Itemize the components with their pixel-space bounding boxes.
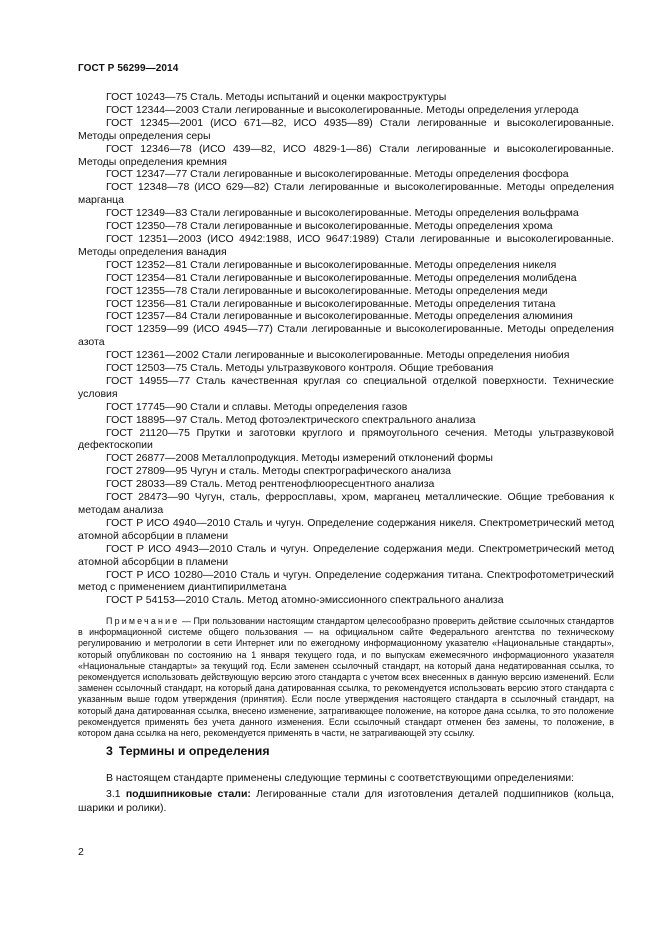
term-definition-text: Легированные стали для изготовления деталей подшипников (кольца, шарики и ролики).: [78, 788, 615, 814]
document-header: ГОСТ Р 56299—2014: [78, 63, 179, 74]
reference-item: ГОСТ Р 54153—2010 Сталь. Метод атомно-эмиссионного спектрального анализа: [106, 594, 504, 607]
reference-item: ГОСТ 28473—90 Чугун, сталь, ферросплавы, хром, марганец металлические. Общие требования к методам анализа: [78, 491, 614, 516]
reference-item: ГОСТ 17745—90 Стали и сплавы. Методы определения газов: [106, 400, 408, 413]
term-definition: [78, 788, 614, 815]
reference-item: ГОСТ 10243—75 Сталь. Методы испытаний и оценки макроструктуры: [106, 91, 447, 103]
reference-item: ГОСТ 21120—75 Прутки и заготовки круглого и прямоугольного сечения. Методы ультразвуковой дефектоскопии: [78, 426, 614, 452]
reference-item: ГОСТ Р ИСО 4943—2010 Сталь и чугун. Определение содержания меди. Спектрометрический метод атомной абсорбции в пламени: [78, 542, 614, 568]
page-number: 2: [78, 846, 84, 858]
section-body: [78, 772, 614, 815]
section-title-text: Термины и определения: [118, 744, 270, 758]
reference-item: ГОСТ 18895—97 Сталь. Метод фотоэлектрического спектрального анализа: [106, 413, 476, 426]
reference-item: ГОСТ 12344—2003 Стали легированные и высоколегированные. Методы определения углерода: [106, 103, 579, 116]
reference-item: ГОСТ 12357—84 Стали легированные и высоколегированные. Методы определения алюминия: [106, 310, 573, 323]
reference-item: ГОСТ 14955—77 Сталь качественная круглая со специальной отделкой поверхности. Технические условия: [78, 374, 614, 400]
reference-item: ГОСТ 12352—81 Стали легированные и высоколегированные. Методы определения никеля: [106, 258, 557, 271]
reference-item: ГОСТ 12354—81 Стали легированные и высоколегированные. Методы определения молибдена: [106, 271, 577, 284]
reference-item: ГОСТ 28033—89 Сталь. Метод рентгенофлюоресцентного анализа: [106, 478, 435, 491]
reference-item: ГОСТ 12349—83 Стали легированные и высоколегированные. Методы определения вольфрама: [106, 207, 579, 220]
reference-item: ГОСТ 27809—95 Чугун и сталь. Методы спектрографического анализа: [106, 465, 451, 478]
note-text: — При пользовании настоящим стандартом целесообразно проверить действие ссылочных стандартов в информационной системе общего пользования — на официальном сайте Федерального агентства по техническому регулированию и метрологии в сети Интернет или по ежегодному информационному указателю «Национальные стандарты», который опубликован по состоянию на 1 января текущего года, и по выпускам ежемесячного информационного указателя «Национальные стандарты» за текущий год. Если заменен ссылочный стандарт, на который дана недатированная ссылка, то рекомендуется использовать действующую версию этого стандарта с учетом всех внесенных в данную версию изменений. Если заменен ссылочный стандарт, на который дана датированная ссылка, то рекомендуется использовать версию этого стандарта с указанным выше годом утверждения (принятия). Если после утверждения настоящего стандарта в ссылочный стандарт, на который дана датированная ссылка, внесено изменение, затрагивающее положение, на которое дана ссылка, то это положение рекомендуется применять без учета данного изменения. Если ссылочный стандарт отменен без замены, то положение, в котором дана ссылка на него, рекомендуется применять в части, не затрагивающей эту ссылку.: [78, 616, 614, 739]
reference-item: ГОСТ 12346—78 (ИСО 439—82, ИСО 4829-1—86) Стали легированные и высоколегированные. Методы определения кремния: [78, 142, 614, 168]
reference-item: ГОСТ 26877—2008 Металлопродукция. Методы измерений отклонений формы: [106, 452, 493, 465]
term-number: 3.1: [106, 788, 121, 801]
note-paragraph: [78, 616, 614, 739]
reference-item: ГОСТ 12503—75 Сталь. Методы ультразвукового контроля. Общие требования: [106, 362, 494, 375]
reference-item: ГОСТ 12351—2003 (ИСО 4942:1988, ИСО 9647:1989) Стали легированные и высоколегированные. Методы определения ванадия: [78, 232, 614, 258]
normative-references-list: [78, 91, 614, 607]
note-block: [78, 616, 614, 739]
reference-item: ГОСТ Р ИСО 10280—2010 Сталь и чугун. Определение содержания титана. Спектрофотометрический метод с применением диантипирилметана: [78, 568, 614, 594]
section-intro: В настоящем стандарте применены следующие термины с соответствующими определениями:: [106, 772, 575, 784]
reference-item: ГОСТ 12361—2002 Стали легированные и высоколегированные. Методы определения ниобия: [106, 349, 570, 362]
reference-item: ГОСТ Р ИСО 4940—2010 Сталь и чугун. Определение содержания никеля. Спектрометрический метод атомной абсорбции в пламени: [78, 516, 614, 542]
section-heading: [78, 744, 276, 758]
reference-item: ГОСТ 12348—78 (ИСО 629—82) Стали легированные и высоколегированные. Методы определения марганца: [78, 181, 614, 207]
reference-item: ГОСТ 12345—2001 (ИСО 671—82, ИСО 4935—89) Стали легированные и высоколегированные. Методы определения серы: [78, 116, 614, 142]
reference-item: ГОСТ 12355—78 Стали легированные и высоколегированные. Методы определения меди: [106, 284, 548, 297]
term-name: подшипниковые стали:: [125, 788, 251, 801]
reference-item: ГОСТ 12350—78 Стали легированные и высоколегированные. Методы определения хрома: [106, 220, 553, 233]
section-number: 3: [106, 744, 113, 758]
note-label: Примечание: [106, 616, 180, 626]
reference-item: ГОСТ 12347—77 Стали легированные и высоколегированные. Методы определения фосфора: [106, 168, 569, 181]
reference-item: ГОСТ 12356—81 Стали легированные и высоколегированные. Методы определения титана: [106, 297, 556, 310]
reference-item: ГОСТ 12359—99 (ИСО 4945—77) Стали легированные и высоколегированные. Методы определения азота: [78, 323, 614, 349]
